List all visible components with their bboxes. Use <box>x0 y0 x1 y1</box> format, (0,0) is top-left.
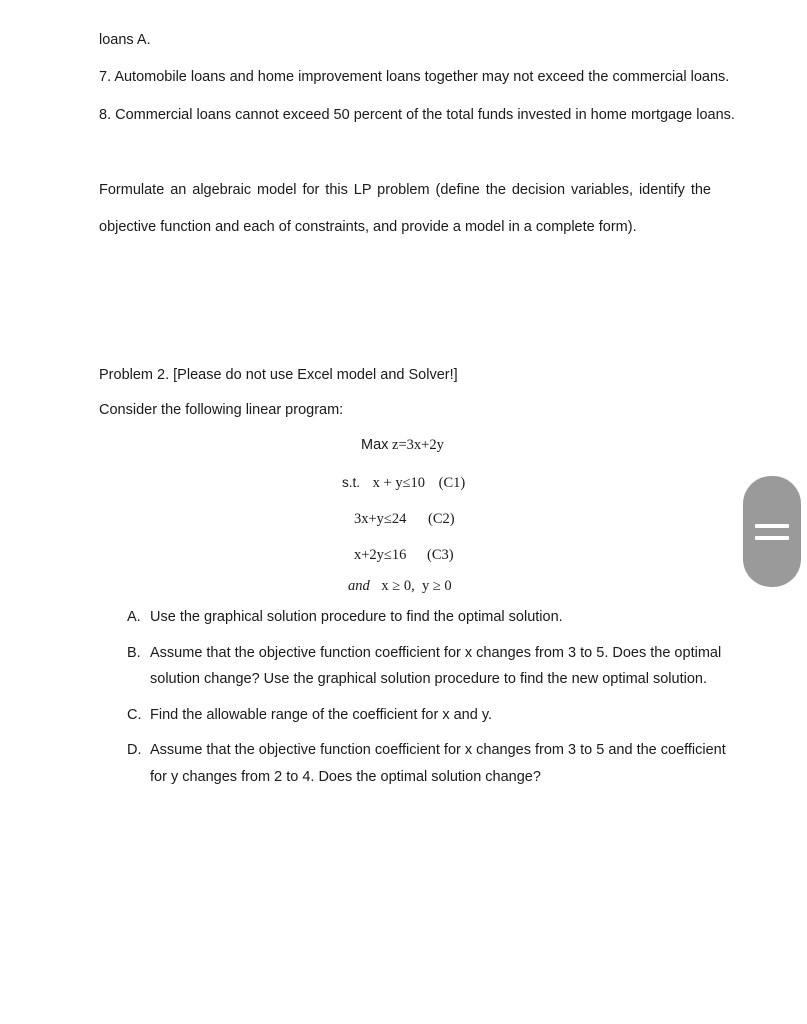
constraint-expression: x + y≤10 <box>372 475 426 491</box>
constraint-expression: x+2y≤16 <box>354 547 407 563</box>
nonnegativity-expression: x ≥ 0, y ≥ 0 <box>381 578 452 594</box>
question-letter: D. <box>127 742 142 758</box>
formulate-instruction-line: objective function and each of constraints, and provide a model in a complete form). <box>99 219 637 235</box>
question-letter: A. <box>127 609 141 625</box>
constraint-tag: (C2) <box>428 511 455 527</box>
nonnegativity-constraint <box>348 576 452 596</box>
question-text: solution change? Use the graphical solution procedure to find the new optimal solution. <box>150 671 707 687</box>
formulate-instruction-line: Formulate an algebraic model for this LP problem (define the decision variables, identify the <box>99 182 711 198</box>
subject-to-label: s.t. <box>342 475 361 490</box>
question-text: Find the allowable range of the coefficient for x and y. <box>150 707 493 723</box>
problem-intro: Consider the following linear program: <box>99 402 344 418</box>
continuation-text: loans A. <box>99 32 151 48</box>
constraint-c2 <box>354 509 455 529</box>
question-text: for y changes from 2 to 4. Does the optimal solution change? <box>150 769 541 785</box>
question-letter: C. <box>127 707 142 723</box>
constraint-item: 7. Automobile loans and home improvement loans together may not exceed the commercial loans. <box>99 69 730 85</box>
constraint-tag: (C1) <box>438 475 466 491</box>
constraint-item: 8. Commercial loans cannot exceed 50 percent of the total funds invested in home mortgage loans. <box>99 107 735 123</box>
objective-function <box>361 435 444 455</box>
objective-expression: z=3x+2y <box>392 437 444 453</box>
and-label: and <box>348 578 370 594</box>
problem-heading: Problem 2. [Please do not use Excel model and Solver!] <box>99 367 458 383</box>
constraint-tag: (C3) <box>427 547 454 563</box>
max-label: Max <box>361 437 389 453</box>
constraint-c3 <box>354 545 454 565</box>
question-text: Use the graphical solution procedure to find the optimal solution. <box>150 609 563 625</box>
scroll-drag-handle[interactable] <box>743 476 801 587</box>
question-letter: B. <box>127 645 141 661</box>
question-text: Assume that the objective function coefficient for x changes from 3 to 5. Does the optimal <box>150 645 722 661</box>
constraint-c1 <box>342 473 465 493</box>
question-text: Assume that the objective function coefficient for x changes from 3 to 5 and the coefficient <box>150 742 726 758</box>
constraint-expression: 3x+y≤24 <box>354 511 407 527</box>
